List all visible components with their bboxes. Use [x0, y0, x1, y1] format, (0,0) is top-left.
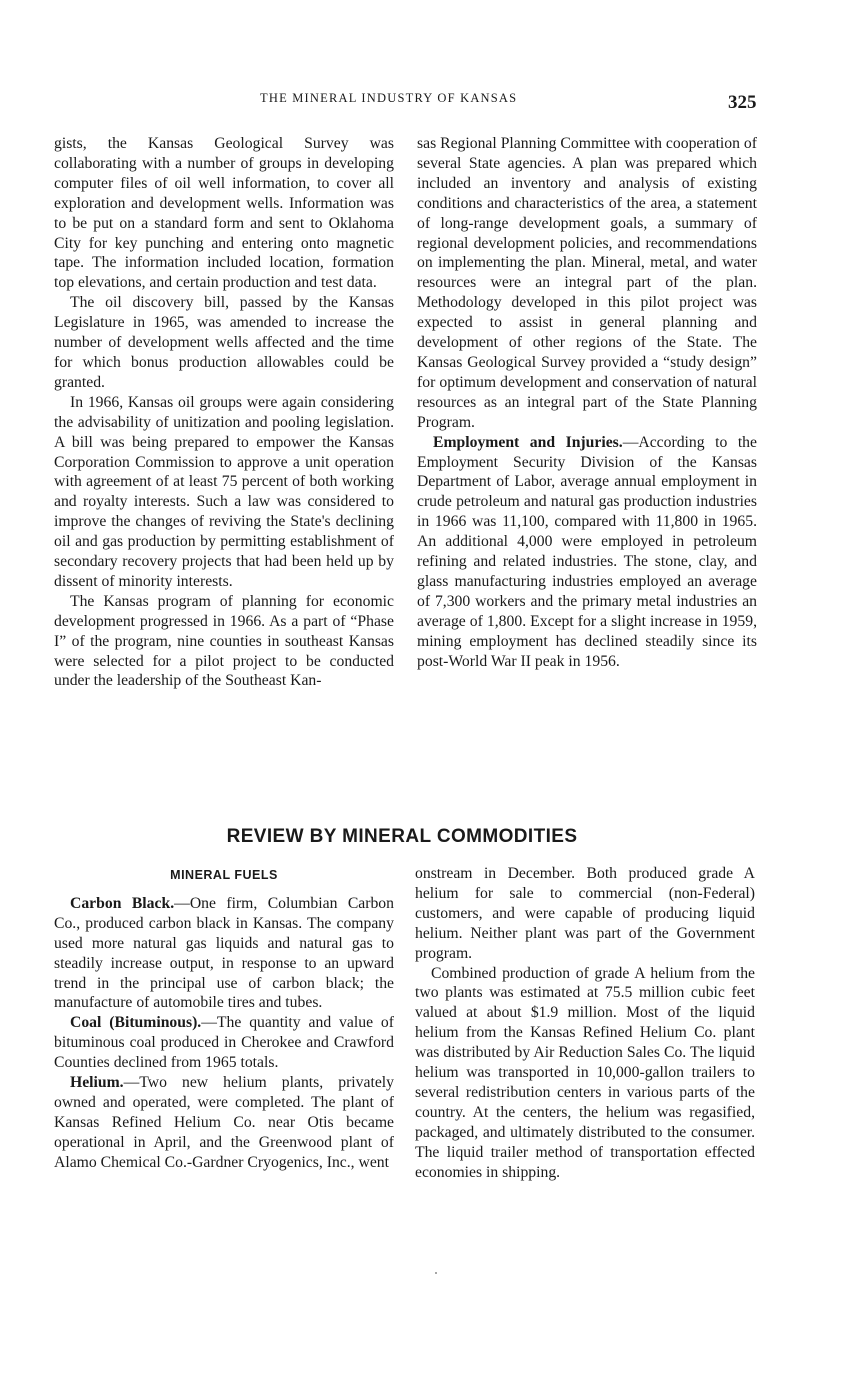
running-head: THE MINERAL INDUSTRY OF KANSAS — [260, 91, 518, 105]
paragraph: Combined production of grade A helium from the two plants was estimated at 75.5 million cubic feet valued at about $1.9 million. Most of the liquid helium from the Kansas Refined Helium Co. plant was distributed by Air Reduction Sales Co. The liquid helium was transported in 10,000-gallon trailers to several redistribution centers in various parts of the country. At the centers, the helium was regasified, packaged, and ultimately distributed to the consumer. The liquid trailer method of transportation effected economies in shipping. — [415, 964, 755, 1181]
paragraph: onstream in December. Both produced grade A helium for sale to commercial (non-Federal) customers, and were capable of producing liquid helium. Neither plant was part of the Government program. — [415, 865, 755, 962]
coal-text: —The quantity and value of bituminous coal produced in Cherokee and Crawford Counties declined from 1965 totals. — [54, 1014, 394, 1072]
upper-left-column — [54, 134, 394, 691]
helium-text: —Two new helium plants, privately owned and operated, were completed. The plant of Kansas Refined Helium Co. near Otis became operational in April, and the Greenwood plant of Alamo Chemical Co.-Gardner Cryogenics, Inc., went — [54, 1074, 394, 1171]
lower-left-column — [54, 866, 394, 1173]
section-subtitle: MINERAL FUELS — [170, 868, 278, 882]
helium-paragraph — [54, 1073, 394, 1173]
carbon-black-heading: Carbon Black. — [70, 894, 175, 912]
lower-right-column — [415, 864, 755, 1183]
page-number: 325 — [728, 92, 757, 113]
employment-heading: Employment and Injuries. — [433, 433, 623, 451]
carbon-black-text: —One firm, Columbian Carbon Co., produced carbon black in Kansas. The company used more natural gas liquids and natural gas to steadily increase output, in response to an upward trend in the principal use of carbon black; the manufacture of automobile tires and tubes. — [54, 894, 394, 1012]
paragraph: sas Regional Planning Committee with cooperation of several State agencies. A plan was prepared which included an inventory and analysis of existing conditions and characteristics of the area, a statement of long-range development goals, a summary of regional development policies, and recommendations on implementing the plan. Mineral, metal, and water resources were an integral part of the plan. Methodology developed in this pilot project was expected to assist in general planning and development of other regions of the State. The Kansas Geological Survey provided a “study design” for optimum development and conservation of natural resources as an integral part of the State Planning Program. — [417, 135, 757, 431]
paragraph: In 1966, Kansas oil groups were again considering the advisability of unitization and pooling legislation. A bill was being prepared to empower the Kansas Corporation Commission to approve a unit operation with agreement of at least 75 percent of both working and royalty interests. Such a law was considered to improve the changes of reviving the State's declining oil and gas production by permitting establishment of secondary recovery projects that had been held up by dissent of minority interests. — [54, 393, 394, 590]
paragraph: gists, the Kansas Geological Survey was collaborating with a number of groups in developing computer files of oil well information, to cover all exploration and development wells. Information was to be put on a standard form and sent to Oklahoma City for key punching and entering onto magnetic tape. The information included location, formation top elevations, and certain production and test data. — [54, 135, 394, 292]
upper-right-column — [417, 134, 757, 671]
paragraph: The oil discovery bill, passed by the Kansas Legislature in 1965, was amended to increase the number of development wells affected and the time for which bonus production allowables could be granted. — [54, 294, 394, 391]
stray-mark — [435, 1272, 437, 1274]
helium-heading: Helium. — [70, 1074, 124, 1092]
employment-paragraph — [417, 433, 757, 672]
employment-text: —According to the Employment Security Division of the Kansas Department of Labor, average annual employment in crude petroleum and natural gas production industries in 1966 was 11,100, compared with 11,800 in 1965. An additional 4,000 were employed in petroleum refining and related industries. The stone, clay, and glass manufacturing industries employed an average of 7,300 workers and the primary metal industries an average of 1,800. Except for a slight increase in 1959, mining employment has declined steadily since its post-World War II peak in 1956. — [417, 433, 757, 670]
coal-heading: Coal (Bituminous). — [70, 1014, 202, 1032]
coal-paragraph — [54, 1013, 394, 1073]
paragraph: The Kansas program of planning for economic development progressed in 1966. As a part of “Phase I” of the program, nine counties in southeast Kansas were selected for a pilot project to be conducted under the leadership of the Southeast Kan- — [54, 592, 394, 690]
section-title: REVIEW BY MINERAL COMMODITIES — [226, 826, 578, 847]
carbon-black-paragraph — [54, 894, 394, 1013]
